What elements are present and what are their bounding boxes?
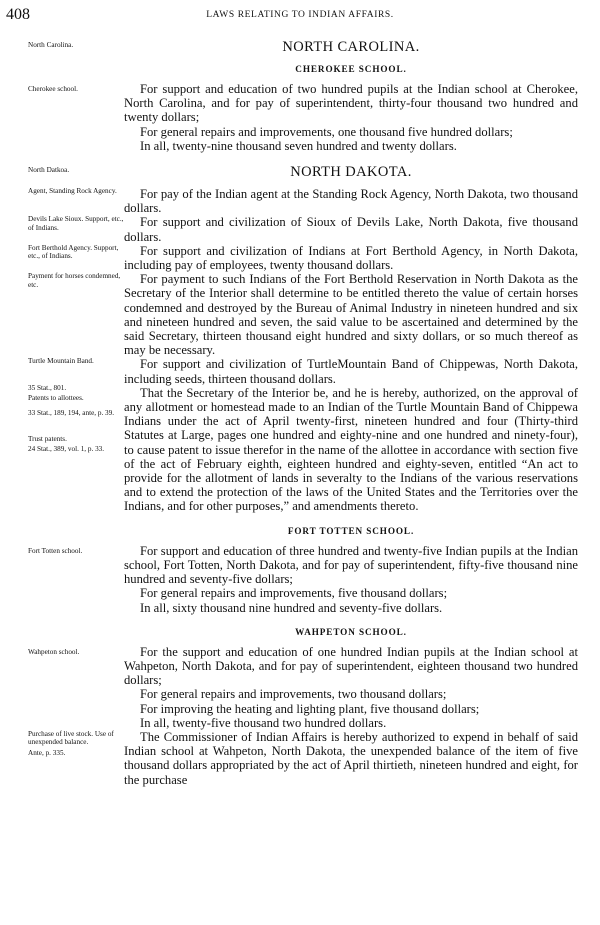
school-heading: WAHPETON SCHOOL. <box>295 626 407 637</box>
paragraph: For general repairs and improvements, two thousand dollars; <box>140 687 447 702</box>
margin-notes-purchase <box>28 730 124 759</box>
margin-note: 35 Stat., 801. <box>28 383 67 392</box>
paragraph: For pay of the Indian agent at the Standing Rock Agency, North Dakota, two thousand dollars. <box>124 187 578 216</box>
state-heading: NORTH CAROLINA. <box>282 39 420 55</box>
paragraph: For improving the heating and lighting plant, five thousand dollars; <box>140 701 480 716</box>
school-heading: FORT TOTTEN SCHOOL. <box>287 525 415 536</box>
margin-note: 24 Stat., 389, vol. 1, p. 33. <box>28 445 105 454</box>
margin-note: Ante, p. 335. <box>28 748 66 757</box>
margin-note: Trust patents. <box>28 435 67 444</box>
margin-note: Patents to allottees. <box>28 394 84 403</box>
page-number: 408 <box>6 6 30 23</box>
section-wahpeton <box>0 645 600 730</box>
paragraph: That the Secretary of the Interior be, and he is hereby, authorized, on the approval of any allotment or homestead made to an Indian of the Turtle Mountain Band of Chippewa Indians under the act of April twenty-first, nineteen hundred and four (Thirty-third Statutes at Large, pages one hundred and eighty-nine and one hundred and ninety-four), to cause patent to issue therefor in the name of the allottee in accordance with section five of the act of February eighth, eighteen hundred and eighty-seven, entitled “An act to provide for the allotment of lands in severalty to the Indians of the various reservations and to extend the protection of the laws of the United States and the Territories over the Indians, and for other purposes,” and amendments thereto. <box>124 385 578 514</box>
margin-note: Purchase of live stock. Use of unexpended balance. <box>28 729 114 747</box>
paragraph: For support and education of three hundred and twenty-five Indian pupils at the Indian school, Fort Totten, North Dakota, and for pay of superintendent, fifty-five thousand nine hundred and seventy-five dollars; <box>124 543 578 587</box>
school-heading: CHEROKEE SCHOOL. <box>295 64 407 74</box>
section-cherokee <box>0 82 600 153</box>
paragraph: For general repairs and improvements, one thousand five hundred dollars; <box>140 124 513 139</box>
margin-notes-patents <box>28 384 124 456</box>
margin-note-state: North Carolina. <box>28 41 74 49</box>
paragraph: In all, sixty thousand nine hundred and seventy-five dollars. <box>140 600 443 615</box>
margin-note: Wahpeton school. <box>28 647 80 656</box>
paragraph: For support and education of two hundred pupils at the Indian school at Cherokee, North Carolina, and for pay of superintendent, thirty-four thousand two hundred and twenty dollars; <box>124 82 578 125</box>
paragraph: The Commissioner of Indian Affairs is hereby authorized to expend in behalf of said Indian school at Wahpeton, North Dakota, the unexpended balance of the item of five thousand dollars appropriated by the act of April thirtieth, nineteen hundred and eight, for the purchase <box>124 729 578 787</box>
paragraph: For support and civilization of Indians at Fort Berthold Agency, in North Dakota, including pay of employees, twenty thousand dollars. <box>124 243 578 273</box>
page-header <box>0 6 600 26</box>
paragraph: For support and civilization of TurtleMountain Band of Chippewas, North Dakota, including seeds, thirteen thousand dollars. <box>124 357 578 386</box>
margin-note: Devils Lake Sioux. Support, etc., of Indians. <box>28 215 124 232</box>
running-title: LAWS RELATING TO INDIAN AFFAIRS. <box>206 10 394 20</box>
paragraph: For payment to such Indians of the Fort Berthold Reservation in North Dakota as the Secretary of the Interior shall determine to be entitled thereto the value of certain horses condemned and destroyed by the Bureau of Animal Industry in nineteen hundred and six and nineteen hundred and seven, the said value to be ascertained and determined by the said Secretary, thirteen thousand eight hundred and sixty dollars, or so much thereof as may be necessary. <box>124 272 578 358</box>
paragraph: In all, twenty-five thousand two hundred dollars. <box>140 715 387 730</box>
margin-note: Agent, Standing Rock Agency. <box>28 187 117 196</box>
page-body <box>0 38 600 787</box>
paragraph: In all, twenty-nine thousand seven hundred and twenty dollars. <box>140 138 457 153</box>
margin-note: Fort Berthold Agency. Support, etc., of Indians. <box>28 243 119 261</box>
paragraph: For support and civilization of Sioux of Devils Lake, North Dakota, five thousand dollars. <box>124 215 578 244</box>
state-heading: NORTH DAKOTA. <box>290 164 412 181</box>
section-north-carolina <box>0 38 600 56</box>
margin-note: 33 Stat., 189, 194, ante, p. 39. <box>28 408 115 417</box>
paragraph: For general repairs and improvements, five thousand dollars; <box>140 586 448 601</box>
section-fort-totten <box>0 544 600 615</box>
margin-note: Payment for horses condemned, etc. <box>28 272 121 289</box>
margin-note: Turtle Mountain Band. <box>28 357 94 366</box>
paragraph: For the support and education of one hundred Indian pupils at the Indian school at Wahpeton, North Dakota, and for pay of superintendent, eighteen thousand two hundred dollars; <box>124 644 578 688</box>
margin-note: Cherokee school. <box>28 85 78 93</box>
margin-note-state: North Datkoa. <box>28 166 70 175</box>
margin-note: Fort Totten school. <box>28 546 83 555</box>
section-north-dakota <box>0 163 600 181</box>
